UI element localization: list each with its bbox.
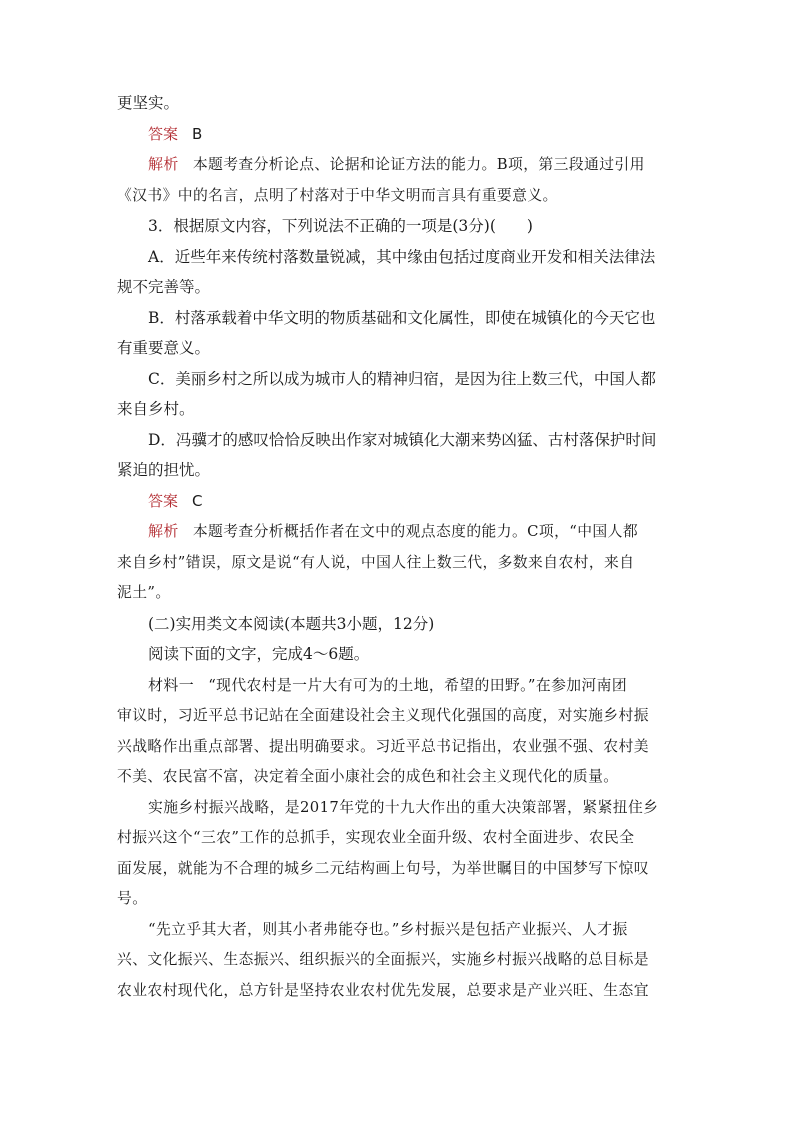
analysis-text: 本题考查分析概括作者在文中的观点态度的能力。C项，“中国人都 [192, 523, 639, 540]
material-text: 兴战略作出重点部署、提出明确要求。习近平总书记指出，农业强不强、农村美 [117, 737, 649, 755]
material-paragraph [117, 670, 679, 702]
answer-line [117, 119, 679, 150]
analysis-text: 本题考查分析论点、论据和论证方法的能力。B项，第三段通过引用 [192, 156, 645, 173]
answer-value: B [192, 124, 203, 143]
question-stem: 3．根据原文内容，下列说法不正确的一项是(3分)( ) [148, 217, 533, 235]
option-c-cont: 来自乡村。 [117, 400, 195, 418]
option-a: A．近些年来传统村落数量锐减，其中缘由包括过度商业开发和相关法律法 [148, 247, 656, 266]
answer-line [117, 486, 679, 517]
option-d-cont: 紧迫的担忧。 [117, 461, 211, 479]
section-heading: (二)实用类文本阅读(本题共3小题，12分) [148, 614, 435, 633]
answer-label: 答案 [148, 124, 179, 143]
document-page [117, 88, 679, 1006]
analysis-text: 泥土”。 [117, 584, 171, 601]
answer-value: C [192, 491, 203, 510]
material-text: 兴、文化振兴、生态振兴、组织振兴的全面振兴，实施乡村振兴战略的总目标是 [117, 951, 649, 968]
material-label: 材料一 [148, 675, 195, 694]
material-text: 实施乡村振兴战略，是2017年党的十九大作出的重大决策部署，紧紧扭住乡 [148, 798, 659, 816]
material-text: “先立乎其大者，则其小者弗能夺也。”乡村振兴是包括产业振兴、人才振 [148, 920, 628, 938]
analysis-line [117, 516, 679, 548]
instruction: 阅读下面的文字，完成4～6题。 [148, 645, 370, 663]
material-text: 不美、农民富不富，决定着全面小康社会的成色和社会主义现代化的质量。 [117, 768, 619, 785]
material-text: 面发展，就能为不合理的城乡二元结构画上句号，为举世瞩目的中国梦写下惊叹 [117, 859, 649, 877]
analysis-label: 解析 [148, 155, 179, 173]
material-text: “现代农村是一片大有可为的土地，希望的田野。”在参加河南团 [208, 676, 628, 694]
material-text: 村振兴这个“三农”工作的总抓手，实现农业全面升级、农村全面进步、农民全 [117, 829, 635, 846]
option-c: C．美丽乡村之所以成为城市人的精神归宿，是因为往上数三代，中国人都 [148, 369, 656, 388]
analysis-text: 《汉书》中的名言，点明了村落对于中华文明而言具有重要意义。 [117, 186, 558, 204]
text-line: 更坚实。 [117, 94, 180, 112]
material-text: 号。 [117, 890, 148, 907]
material-text: 农业农村现代化，总方针是坚持农业农村优先发展，总要求是产业兴旺、生态宜 [117, 981, 649, 999]
option-b: B．村落承载着中华文明的物质基础和文化属性，即使在城镇化的今天它也 [148, 308, 656, 327]
option-b-cont: 有重要意义。 [117, 339, 211, 357]
analysis-label: 解析 [148, 522, 179, 540]
material-text: 审议时，习近平总书记站在全面建设社会主义现代化强国的高度，对实施乡村振 [117, 707, 649, 724]
answer-label: 答案 [148, 491, 179, 510]
analysis-text: 来自乡村”错误，原文是说“有人说，中国人往上数三代，多数来自农村，来自 [117, 553, 635, 571]
option-a-cont: 规不完善等。 [117, 278, 211, 296]
option-d: D．冯骥才的感叹恰恰反映出作家对城镇化大潮来势凶猛、古村落保护时间 [148, 430, 657, 449]
analysis-line [117, 149, 679, 181]
